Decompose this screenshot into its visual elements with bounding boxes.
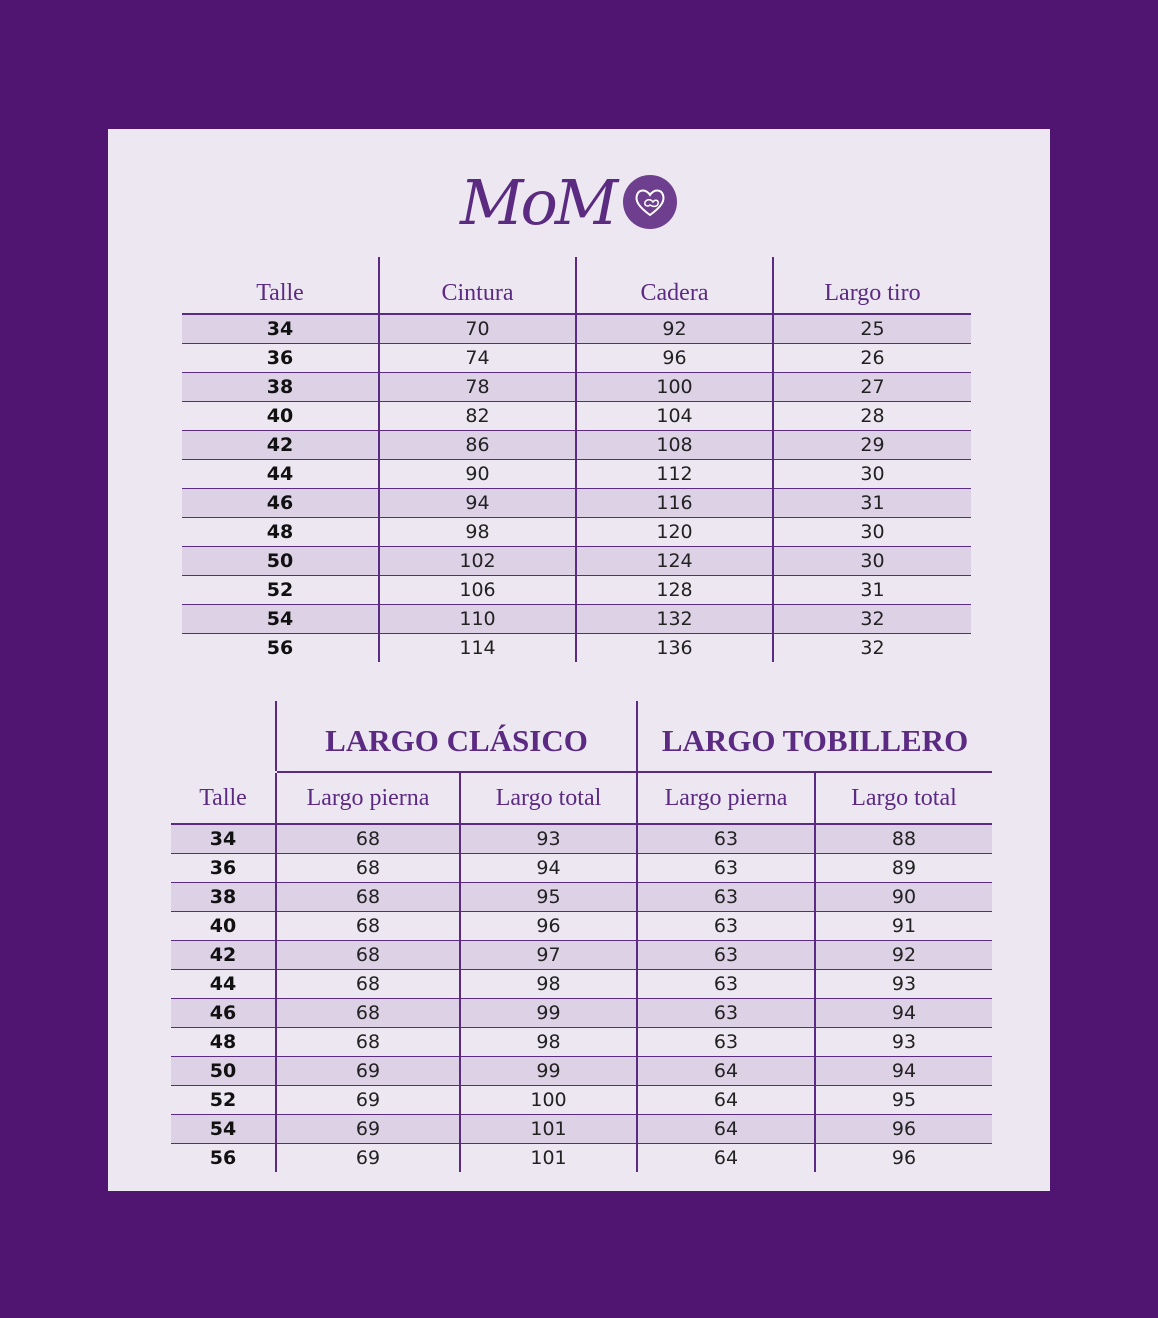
table-row: [171, 1086, 992, 1115]
clasico-largo-pierna-cell: 69: [276, 1144, 460, 1173]
size-cell: 54: [182, 605, 379, 634]
clasico-largo-pierna-cell: 69: [276, 1057, 460, 1086]
largo-tiro-cell: 28: [773, 402, 971, 431]
largo-tiro-cell: 29: [773, 431, 971, 460]
clasico-largo-total-cell: 99: [460, 1057, 637, 1086]
size-cell: 36: [171, 854, 276, 883]
header-clasico-largo-total: Largo total: [460, 772, 637, 824]
table2-header-row: [171, 772, 992, 824]
brand-logo: [460, 161, 690, 247]
header-talle: Talle: [171, 772, 276, 824]
clasico-largo-total-cell: 101: [460, 1115, 637, 1144]
table-row: [171, 1028, 992, 1057]
largo-tiro-cell: 30: [773, 518, 971, 547]
largo-tiro-cell: 25: [773, 314, 971, 344]
clasico-largo-total-cell: 93: [460, 824, 637, 854]
clasico-largo-pierna-cell: 68: [276, 912, 460, 941]
clasico-largo-total-cell: 96: [460, 912, 637, 941]
cadera-cell: 136: [576, 634, 773, 663]
clasico-largo-pierna-cell: 69: [276, 1115, 460, 1144]
tobillero-largo-total-cell: 96: [815, 1115, 992, 1144]
table-row: [171, 970, 992, 999]
table-row: [182, 373, 971, 402]
tobillero-largo-total-cell: 93: [815, 970, 992, 999]
clasico-largo-pierna-cell: 68: [276, 824, 460, 854]
tobillero-largo-total-cell: 90: [815, 883, 992, 912]
size-cell: 50: [171, 1057, 276, 1086]
clasico-largo-total-cell: 99: [460, 999, 637, 1028]
cadera-cell: 100: [576, 373, 773, 402]
size-cell: 42: [171, 941, 276, 970]
header-talle: Talle: [182, 257, 379, 314]
size-cell: 34: [171, 824, 276, 854]
cintura-cell: 70: [379, 314, 576, 344]
table-row: [182, 576, 971, 605]
table-row: [171, 941, 992, 970]
size-cell: 40: [182, 402, 379, 431]
cintura-cell: 114: [379, 634, 576, 663]
leg-length-table: [171, 701, 992, 1172]
size-cell: 42: [182, 431, 379, 460]
group-largo-clasico: LARGO CLÁSICO: [276, 701, 637, 772]
size-cell: 54: [171, 1115, 276, 1144]
clasico-largo-total-cell: 95: [460, 883, 637, 912]
size-cell: 56: [266, 637, 294, 659]
cadera-cell: 124: [576, 547, 773, 576]
tobillero-largo-pierna-cell: 63: [637, 970, 815, 999]
tobillero-largo-total-cell: 89: [815, 854, 992, 883]
largo-tiro-cell: 32: [773, 605, 971, 634]
header-clasico-largo-pierna: Largo pierna: [276, 772, 460, 824]
size-cell: 34: [182, 314, 379, 344]
tobillero-largo-pierna-cell: 63: [637, 883, 815, 912]
table-row: [171, 854, 992, 883]
size-cell: 38: [171, 883, 276, 912]
tobillero-largo-total-cell: 93: [815, 1028, 992, 1057]
cadera-cell: 112: [576, 460, 773, 489]
largo-tiro-cell: 27: [773, 373, 971, 402]
tobillero-largo-pierna-cell: 63: [637, 999, 815, 1028]
table-row: [182, 634, 971, 663]
cadera-cell: 120: [576, 518, 773, 547]
cintura-cell: 74: [379, 344, 576, 373]
tobillero-largo-pierna-cell: 64: [637, 1086, 815, 1115]
table-row: [182, 344, 971, 373]
table-row: [182, 547, 971, 576]
table-row: [171, 999, 992, 1028]
largo-tiro-cell: 32: [773, 634, 971, 663]
table1-header-row: [182, 257, 971, 314]
table-row: [171, 1057, 992, 1086]
tobillero-largo-total-cell: 88: [815, 824, 992, 854]
tobillero-largo-pierna-cell: 63: [637, 912, 815, 941]
tobillero-largo-pierna-cell: 63: [637, 941, 815, 970]
header-largo-tiro: Largo tiro: [773, 257, 971, 314]
largo-tiro-cell: 26: [773, 344, 971, 373]
clasico-largo-pierna-cell: 68: [276, 941, 460, 970]
clasico-largo-total-cell: 94: [460, 854, 637, 883]
table-row: [182, 402, 971, 431]
tobillero-largo-pierna-cell: 63: [637, 824, 815, 854]
size-cell: 36: [182, 344, 379, 373]
header-tobillero-largo-total: Largo total: [815, 772, 992, 824]
size-cell: 44: [171, 970, 276, 999]
tobillero-largo-total-cell: 94: [815, 1057, 992, 1086]
clasico-largo-pierna-cell: 68: [276, 883, 460, 912]
table-row: [171, 912, 992, 941]
largo-tiro-cell: 31: [773, 576, 971, 605]
size-cell: 40: [171, 912, 276, 941]
tobillero-largo-pierna-cell: 64: [637, 1057, 815, 1086]
tobillero-largo-pierna-cell: 63: [637, 1028, 815, 1057]
size-cell: 52: [182, 576, 379, 605]
group-spacer: [171, 701, 276, 772]
tobillero-largo-total-cell: 94: [815, 999, 992, 1028]
tobillero-largo-total-cell: 96: [815, 1144, 992, 1173]
clasico-largo-total-cell: 97: [460, 941, 637, 970]
clasico-largo-total-cell: 100: [460, 1086, 637, 1115]
table-row: [182, 518, 971, 547]
clasico-largo-pierna-cell: 68: [276, 970, 460, 999]
size-cell: 46: [182, 489, 379, 518]
header-cadera: Cadera: [576, 257, 773, 314]
cintura-cell: 102: [379, 547, 576, 576]
table-row: [182, 605, 971, 634]
tobillero-largo-total-cell: 91: [815, 912, 992, 941]
size-cell: 56: [209, 1147, 237, 1169]
cintura-cell: 98: [379, 518, 576, 547]
clasico-largo-total-cell: 98: [460, 1028, 637, 1057]
cadera-cell: 116: [576, 489, 773, 518]
tobillero-largo-pierna-cell: 64: [637, 1144, 815, 1173]
size-cell: 48: [182, 518, 379, 547]
table-row: [182, 489, 971, 518]
cadera-cell: 128: [576, 576, 773, 605]
table2-group-row: [171, 701, 992, 772]
tobillero-largo-pierna-cell: 64: [637, 1115, 815, 1144]
cintura-cell: 94: [379, 489, 576, 518]
table1-body: [182, 314, 971, 662]
table-row: [171, 824, 992, 854]
size-cell: 44: [182, 460, 379, 489]
cintura-cell: 106: [379, 576, 576, 605]
cintura-cell: 86: [379, 431, 576, 460]
clasico-largo-pierna-cell: 68: [276, 999, 460, 1028]
cintura-cell: 90: [379, 460, 576, 489]
largo-tiro-cell: 31: [773, 489, 971, 518]
cadera-cell: 108: [576, 431, 773, 460]
heart-butterfly-icon: [623, 175, 677, 229]
cintura-cell: 82: [379, 402, 576, 431]
table2-body: [171, 824, 992, 1172]
tobillero-largo-total-cell: 92: [815, 941, 992, 970]
tobillero-largo-total-cell: 95: [815, 1086, 992, 1115]
clasico-largo-pierna-cell: 68: [276, 854, 460, 883]
largo-tiro-cell: 30: [773, 460, 971, 489]
clasico-largo-pierna-cell: 68: [276, 1028, 460, 1057]
largo-tiro-cell: 30: [773, 547, 971, 576]
table-row: [182, 431, 971, 460]
clasico-largo-pierna-cell: 69: [276, 1086, 460, 1115]
cadera-cell: 96: [576, 344, 773, 373]
group-largo-tobillero: LARGO TOBILLERO: [637, 701, 992, 772]
brand-wordmark: MoM: [460, 166, 616, 239]
size-cell: 48: [171, 1028, 276, 1057]
cintura-cell: 110: [379, 605, 576, 634]
table-row: [171, 1144, 992, 1173]
table-row: [171, 883, 992, 912]
table-row: [171, 1115, 992, 1144]
size-cell: 52: [171, 1086, 276, 1115]
size-cell: 50: [182, 547, 379, 576]
cadera-cell: 132: [576, 605, 773, 634]
table-row: [182, 460, 971, 489]
size-chart-card: [108, 129, 1050, 1191]
header-tobillero-largo-pierna: Largo pierna: [637, 772, 815, 824]
cadera-cell: 104: [576, 402, 773, 431]
clasico-largo-total-cell: 101: [460, 1144, 637, 1173]
table-row: [182, 314, 971, 344]
waist-hip-size-table: [182, 257, 971, 662]
clasico-largo-total-cell: 98: [460, 970, 637, 999]
tobillero-largo-pierna-cell: 63: [637, 854, 815, 883]
cadera-cell: 92: [576, 314, 773, 344]
size-cell: 38: [182, 373, 379, 402]
size-cell: 46: [171, 999, 276, 1028]
cintura-cell: 78: [379, 373, 576, 402]
header-cintura: Cintura: [379, 257, 576, 314]
